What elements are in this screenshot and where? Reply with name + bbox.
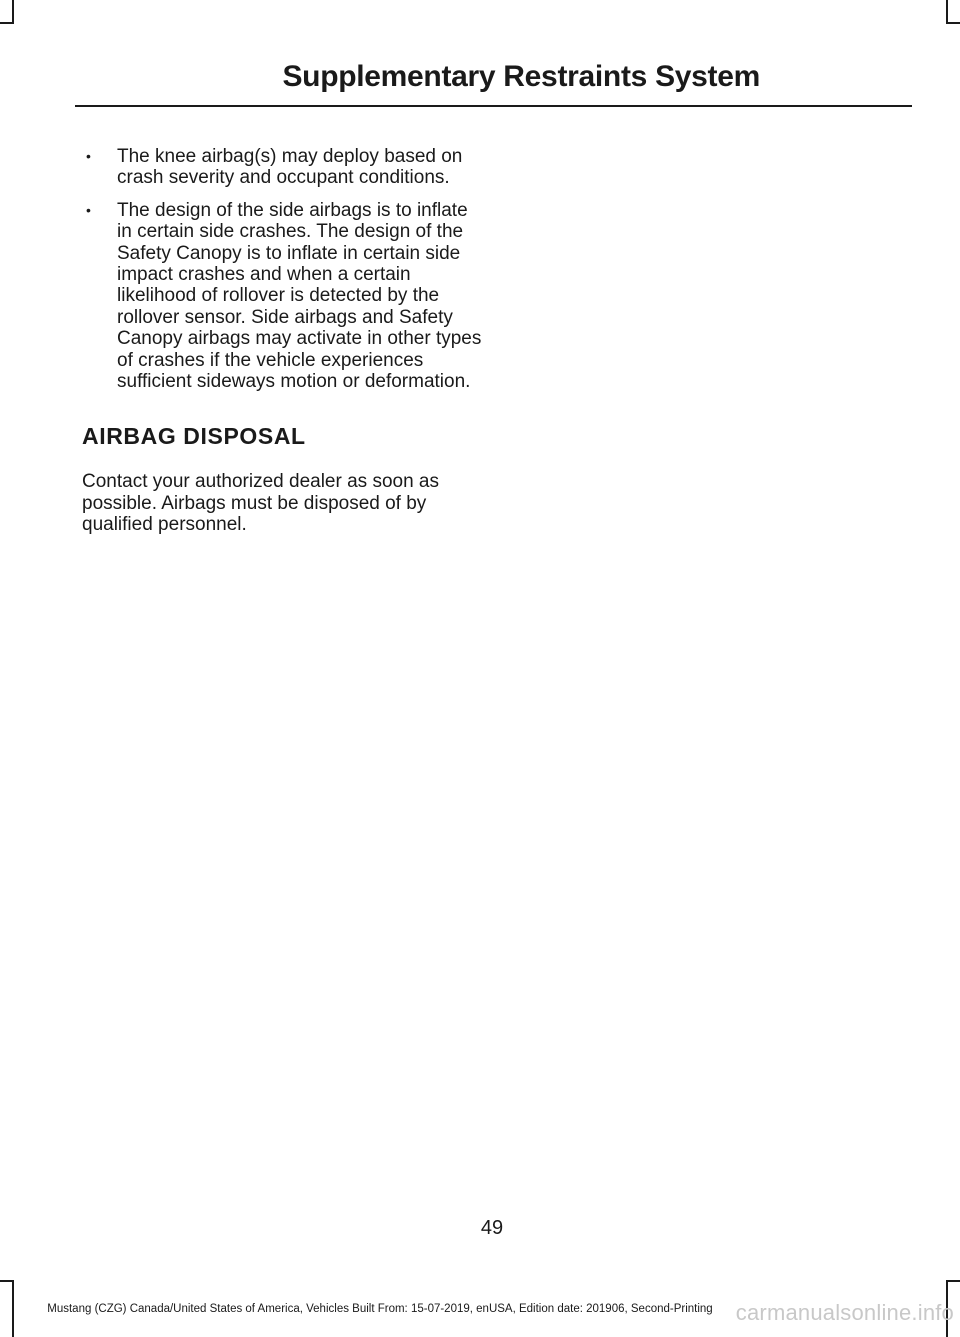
crop-mark-top-left: [12, 0, 14, 22]
watermark: carmanualsonline.info: [735, 1300, 954, 1325]
page-header-title: Supplementary Restraints System: [282, 60, 760, 93]
bullet-list: [82, 146, 482, 392]
page-number: 49: [480, 1217, 504, 1239]
bullet-text: The knee airbag(s) may deploy based on crash severity and occupant conditions.: [117, 146, 463, 189]
page-footer: Mustang (CZG) Canada/United States of America, Vehicles Built From: 15-07-2019, enUSA, Edition date: 201906, Second-Printing: [47, 1303, 713, 1315]
crop-mark-bottom-right-horizontal: [946, 1280, 960, 1282]
section-heading: AIRBAG DISPOSAL: [82, 423, 306, 450]
crop-mark-bottom-left-horizontal: [0, 1280, 14, 1282]
bullet-text: The design of the side airbags is to inflate in certain side crashes. The design of the Safety Canopy is to inflate in certain side impact crashes and when a certain likelihood of rollover is detected by the rollover sensor. Side airbags and Safety Canopy airbags may activate in other types of crashes if the vehicle experiences sufficient sideways motion or deformation.: [117, 199, 482, 393]
section-body: Contact your authorized dealer as soon as possible. Airbags must be disposed of by qualified personnel.: [82, 471, 439, 536]
content-column: [82, 146, 482, 536]
crop-mark-top-left-horizontal: [0, 22, 14, 24]
crop-mark-top-right-horizontal: [946, 22, 960, 24]
header-divider: [75, 105, 912, 107]
bullet-icon: •: [86, 148, 91, 164]
crop-mark-top-right: [946, 0, 948, 22]
list-item: [82, 146, 482, 189]
bullet-icon: •: [86, 201, 91, 218]
list-item: [82, 200, 482, 393]
